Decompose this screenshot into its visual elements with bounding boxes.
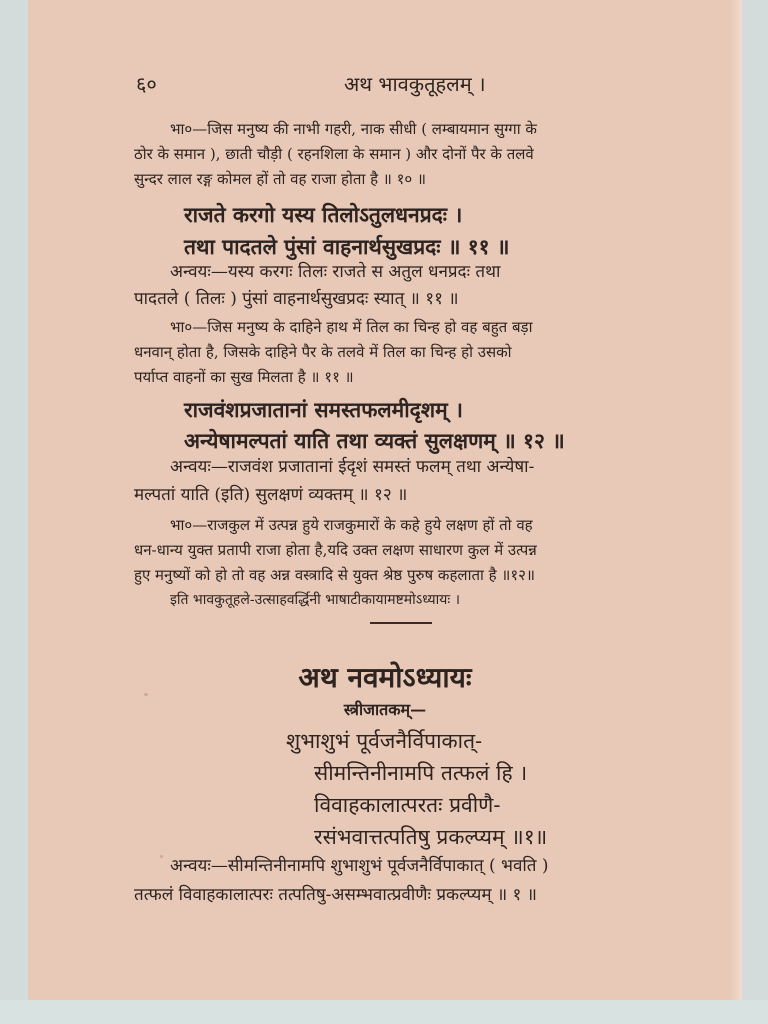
- commentary-line: सुन्दर लाल रङ्ग कोमल हों तो वह राजा होता है ॥ १० ॥: [134, 170, 426, 188]
- scan-bottom-band: [0, 1000, 768, 1024]
- sloka-line: रसंभवात्तत्पतिषु प्रकल्प्यम् ॥१॥: [314, 825, 548, 849]
- page-number: ६०: [136, 72, 157, 96]
- verse-line: राजते करगो यस्य तिलोऽतुलधनप्रदः ।: [184, 202, 463, 227]
- verse-line: राजवंशप्रजातानां समस्तफलमीदृशम् ।: [184, 397, 463, 422]
- commentary-line: हुए मनुष्यों को हो तो वह अन्न वस्त्रादि से युक्त श्रेष्ठ पुरुष कहलाता है ॥१२॥: [134, 566, 535, 584]
- anvaya-line: अन्वयः—सीमन्तिनीनामपि शुभाशुभं पूर्वजनैर्विपाकात् ( भवति ): [170, 856, 549, 876]
- anvaya-line: मल्पतां याति (इति) सुलक्षणं व्यक्तम् ॥ १२ ॥: [134, 485, 408, 505]
- commentary-line: ठोर के समान ), छाती चौड़ी ( रहनशिला के समान ) और दोनों पैर के तलवे: [134, 145, 534, 163]
- commentary-line: धनवान् होता है, जिसके दाहिने पैर के तलवे में तिल का चिन्ह हो उसको: [134, 343, 512, 361]
- separator-text: [28, 606, 742, 607]
- commentary-line: पर्याप्त वाहनों का सुख मिलता है ॥ ११ ॥: [134, 368, 354, 386]
- sloka-line: सीमन्तिनीनामपि तत्फलं हि ।: [314, 761, 528, 785]
- sloka-line: विवाहकालात्परतः प्रवीणै-: [314, 793, 501, 817]
- separator-line: [370, 622, 432, 624]
- anvaya-line: पादतले ( तिलः ) पुंसां वाहनार्थसुखप्रदः स्यात् ॥ ११ ॥: [134, 289, 459, 309]
- verse-line: अन्येषामल्पतां याति तथा व्यक्तं सुलक्षणम् ॥ १२ ॥: [184, 428, 565, 453]
- verse-line: तथा पादतले पुंसां वाहनार्थसुखप्रदः ॥ ११ ॥: [184, 234, 510, 259]
- chapter-title: अथ नवमोऽध्यायः: [298, 661, 472, 694]
- sloka-line: शुभाशुभं पूर्वजनैर्विपाकात्-: [286, 729, 483, 753]
- anvaya-line: अन्वयः—राजवंश प्रजातानां ईदृशं समस्तं फलम् तथा अन्येषा-: [170, 457, 535, 477]
- commentary-line: भा०—राजकुल में उत्पन्न हुये राजकुमारों के कहे हुये लक्षण हों तो वह: [170, 516, 533, 534]
- page-header: [28, 70, 742, 98]
- paper-speck: [144, 693, 148, 696]
- book-page: [28, 0, 742, 1000]
- anvaya-line: तत्फलं विवाहकालात्परः तत्पतिषु-असम्भवात्प्रवीणैः प्रकल्प्यम् ॥ १ ॥: [134, 885, 537, 905]
- section-subtitle: स्त्रीजातकम्—: [343, 700, 427, 719]
- commentary-line: भा०—जिस मनुष्य के दाहिने हाथ में तिल का चिन्ह हो वह बहुत बड़ा: [170, 318, 533, 336]
- running-title: अथ भावकुतूहलम् ।: [344, 72, 486, 96]
- paper-speck: [160, 855, 163, 858]
- commentary-line: भा०—जिस मनुष्य की नाभी गहरी, नाक सीधी ( लम्बायमान सुग्गा के: [170, 120, 537, 138]
- commentary-line: धन-धान्य युक्त प्रतापी राजा होता है,यदि उक्त लक्षण साधारण कुल में उत्पन्न: [134, 541, 537, 559]
- anvaya-line: अन्वयः—यस्य करगः तिलः राजते स अतुल धनप्रदः तथा: [170, 262, 501, 282]
- chapter-colophon: इति भावकुतूहले-उत्साहवर्द्धिनी भाषाटीकायामष्टमोऽध्यायः ।: [170, 592, 461, 608]
